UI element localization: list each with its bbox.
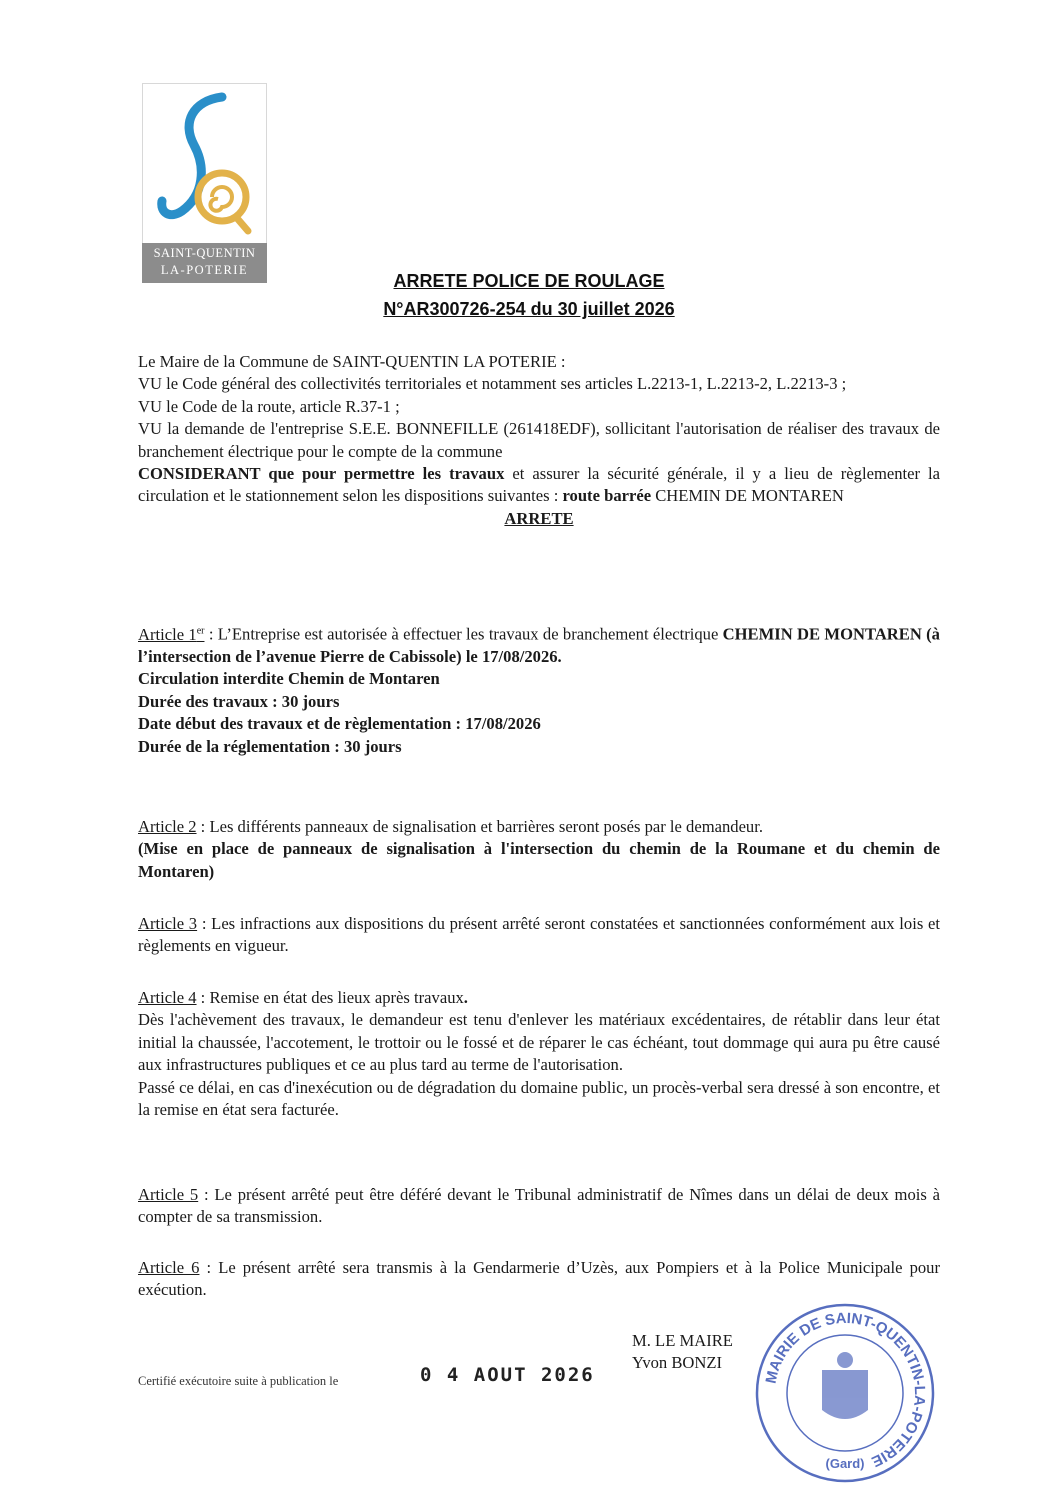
signature-block (632, 1330, 733, 1374)
article-5-label: Article 5 (138, 1185, 199, 1204)
maire-line: Le Maire de la Commune de SAINT-QUENTIN LA POTERIE : (138, 352, 566, 371)
commune-logo (142, 83, 267, 283)
seal-bottom-text: (Gard) (825, 1456, 865, 1471)
article-2-text-line (138, 816, 940, 838)
article-2-label: Article 2 (138, 817, 197, 836)
article-5-text-line (138, 1184, 940, 1229)
article-4-para-1: Dès l'achèvement des travaux, le demandeur est tenu d'enlever les matériaux excédentaires, de rétablir dans leur état initial la chaussée, l'accotement, le trottoir ou le fossé et de réparer le cas échéant, tout dommage qui aura pu être causé aux infrastructures publiques et ce au plus tard au terme de l'autorisation. (138, 1010, 940, 1075)
signature-name: Yvon BONZI (632, 1353, 723, 1372)
considerant-bold: CONSIDERANT que pour permettre les travaux (138, 464, 505, 484)
article-2-text: : Les différents panneaux de signalisation et barrières seront posés par le demandeur. (196, 817, 763, 836)
article-1-text: : L’Entreprise est autorisée à effectuer les travaux de branchement électrique (204, 624, 723, 644)
article-1-circulation: Circulation interdite Chemin de Montaren (138, 669, 440, 689)
article-1-sup: er (196, 625, 205, 636)
article-1-date-debut: Date début des travaux et de règlementation : 17/08/2026 (138, 714, 541, 734)
article-4 (138, 987, 940, 1121)
article-1-duree: Durée des travaux : 30 jours (138, 691, 340, 711)
article-6-text: : Le présent arrêté sera transmis à la Gendarmerie d’Uzès, aux Pompiers et à la Police Municipale pour exécution. (138, 1258, 940, 1300)
article-1-duree-reglementation: Durée de la réglementation : 30 jours (138, 736, 402, 756)
considerant-text: et assurer la sécurité générale, il y a lieu de règlementer la circulation et le stationnement selon les dispositions suivantes : (138, 464, 940, 506)
article-6 (138, 1257, 940, 1302)
considerant (138, 463, 940, 508)
article-1-location: CHEMIN DE MONTAREN (à l’intersection de l’avenue Pierre de Cabissole) le 17/08/2026. (138, 624, 940, 666)
article-3-text-line (138, 913, 940, 958)
certification-text: Certifié exécutoire suite à publication le (138, 1374, 339, 1388)
article-1 (138, 620, 940, 758)
article-6-text-line (138, 1257, 940, 1302)
article-2-bold: (Mise en place de panneaux de signalisation à l'intersection du chemin de la Roumane et du chemin de Montaren) (138, 839, 940, 881)
article-4-label: Article 4 (138, 988, 197, 1007)
article-5 (138, 1184, 940, 1229)
article-4-para-2: Passé ce délai, en cas d'inexécution ou de dégradation du domaine public, un procès-verbal sera dressé à son encontre, et la remise en état sera facturée. (138, 1077, 940, 1120)
logo-line-1: SAINT-QUENTIN (153, 246, 256, 260)
article-4-dot: . (463, 988, 468, 1007)
signature-title: M. LE MAIRE (632, 1331, 733, 1350)
vu-demande: VU la demande de l'entreprise S.E.E. BONNEFILLE (261418EDF), sollicitant l'autorisation de réaliser des travaux de branchement électrique pour le compte de la commune (138, 419, 940, 461)
preamble (138, 351, 940, 530)
arrete-heading: ARRETE (504, 508, 574, 528)
logo-sq-emblem (142, 83, 267, 243)
article-2 (138, 816, 940, 883)
document-reference: N°AR300726-254 du 30 juillet 2026 (383, 299, 675, 319)
article-1-intro (138, 620, 940, 668)
publication-date-stamp: 0 4 AOUT 2026 (420, 1364, 595, 1386)
article-4-text: : Remise en état des lieux après travaux (196, 988, 464, 1007)
article-3 (138, 913, 940, 958)
seal-crest-icon (822, 1352, 868, 1419)
article-1-label: Article 1er (138, 624, 205, 644)
considerant-end: CHEMIN DE MONTAREN (651, 486, 844, 506)
document-title: ARRETE POLICE DE ROULAGE (393, 271, 665, 291)
article-3-text: : Les infractions aux dispositions du présent arrêté seront constatées et sanctionnées conformément aux lois et règlements en vigueur. (138, 914, 940, 956)
article-5-text: : Le présent arrêté peut être déféré devant le Tribunal administratif de Nîmes dans un délai de deux mois à compter de sa transmission. (138, 1185, 940, 1227)
vu-code-route: VU le Code de la route, article R.37-1 ; (138, 396, 400, 416)
vu-cgct: VU le Code général des collectivités territoriales et notamment ses articles L.2213-1, L.2213-2, L.2213-3 ; (138, 374, 847, 394)
logo-line-2: LA-POTERIE (160, 263, 249, 277)
official-seal (752, 1300, 938, 1486)
article-6-label: Article 6 (138, 1258, 200, 1277)
article-3-label: Article 3 (138, 914, 198, 933)
seal-ring-text: MAIRIE DE SAINT-QUENTIN-LA-POTERIE (762, 1309, 929, 1471)
considerant-bold-2: route barrée (562, 486, 652, 506)
article-4-title-line (138, 987, 940, 1009)
